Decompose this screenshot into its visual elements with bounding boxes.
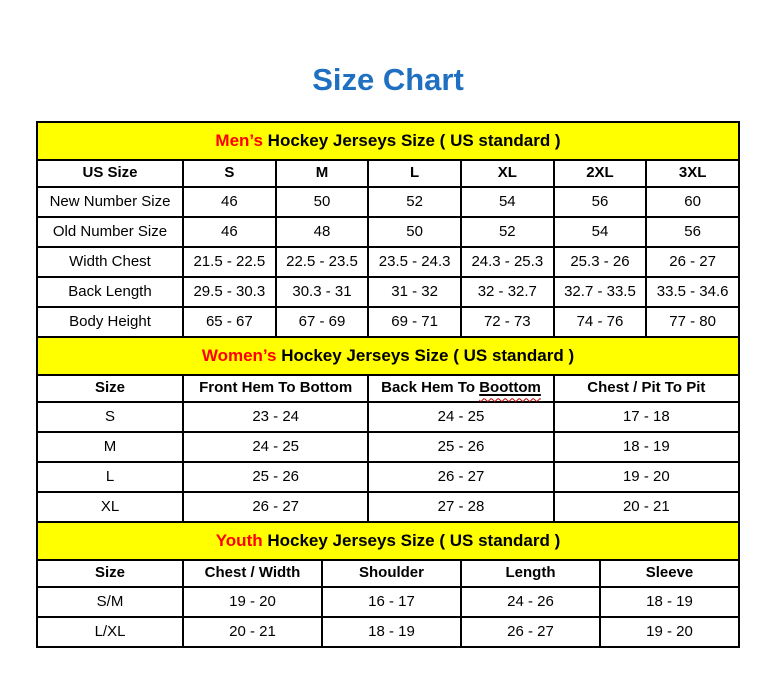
size-cell: 26 - 27	[368, 462, 553, 492]
size-cell: 46	[183, 217, 276, 247]
table-row	[37, 492, 739, 522]
size-cell: 18 - 19	[600, 587, 739, 617]
row-header: M	[37, 432, 183, 462]
row-header: Back Length	[37, 277, 183, 307]
womens-caption-row	[37, 337, 739, 375]
size-cell: 22.5 - 23.5	[276, 247, 369, 277]
spellcheck-squiggle	[479, 379, 541, 396]
size-cell: 24.3 - 25.3	[461, 247, 554, 277]
table-row	[37, 307, 739, 337]
size-cell: 18 - 19	[322, 617, 461, 647]
size-cell: 18 - 19	[554, 432, 739, 462]
column-header: 2XL	[554, 160, 647, 187]
size-cell: 26 - 27	[183, 492, 368, 522]
column-header: Shoulder	[322, 560, 461, 587]
womens-caption-highlight: Women’s	[201, 345, 277, 365]
womens-header-row	[37, 375, 739, 402]
size-cell: 30.3 - 31	[276, 277, 369, 307]
size-cell: 17 - 18	[554, 402, 739, 432]
size-cell: 46	[183, 187, 276, 217]
size-cell: 32.7 - 33.5	[554, 277, 647, 307]
size-cell: 23.5 - 24.3	[368, 247, 461, 277]
back-hem-label: Back Hem To	[381, 379, 480, 397]
mens-header-row	[37, 160, 739, 187]
size-cell: 74 - 76	[554, 307, 647, 337]
column-header: Chest / Pit To Pit	[554, 375, 739, 402]
column-header: Size	[37, 560, 183, 587]
column-header: L	[368, 160, 461, 187]
size-cell: 20 - 21	[554, 492, 739, 522]
row-header: S	[37, 402, 183, 432]
table-row	[37, 587, 739, 617]
youth-size-table	[36, 521, 740, 648]
column-header: US Size	[37, 160, 183, 187]
column-header: Chest / Width	[183, 560, 322, 587]
mens-size-table	[36, 121, 740, 338]
column-header: 3XL	[646, 160, 739, 187]
column-header: Length	[461, 560, 600, 587]
row-header: Width Chest	[37, 247, 183, 277]
row-header: Body Height	[37, 307, 183, 337]
mens-caption-text: Hockey Jerseys Size ( US standard )	[262, 130, 561, 150]
youth-table-caption	[37, 522, 739, 560]
size-cell: 56	[554, 187, 647, 217]
size-cell: 26 - 27	[646, 247, 739, 277]
size-cell: 24 - 25	[183, 432, 368, 462]
table-row	[37, 217, 739, 247]
womens-table-caption	[37, 337, 739, 375]
table-row	[37, 432, 739, 462]
column-header: M	[276, 160, 369, 187]
size-cell: 29.5 - 30.3	[183, 277, 276, 307]
table-row	[37, 277, 739, 307]
size-cell: 32 - 32.7	[461, 277, 554, 307]
size-cell: 33.5 - 34.6	[646, 277, 739, 307]
column-header: XL	[461, 160, 554, 187]
size-cell: 31 - 32	[368, 277, 461, 307]
womens-caption-text: Hockey Jerseys Size ( US standard )	[276, 345, 575, 365]
column-header: S	[183, 160, 276, 187]
size-cell: 50	[368, 217, 461, 247]
column-header: Front Hem To Bottom	[183, 375, 368, 402]
youth-header-row	[37, 560, 739, 587]
table-row	[37, 187, 739, 217]
table-row	[37, 462, 739, 492]
row-header: L/XL	[37, 617, 183, 647]
size-cell: 25 - 26	[183, 462, 368, 492]
size-cell: 24 - 26	[461, 587, 600, 617]
column-header: Size	[37, 375, 183, 402]
size-cell: 48	[276, 217, 369, 247]
back-hem-typo-word: Boottom	[479, 379, 541, 397]
size-cell: 25.3 - 26	[554, 247, 647, 277]
size-cell: 50	[276, 187, 369, 217]
table-row	[37, 402, 739, 432]
size-cell: 65 - 67	[183, 307, 276, 337]
row-header: L	[37, 462, 183, 492]
mens-caption-highlight: Men’s	[215, 130, 263, 150]
size-cell: 52	[368, 187, 461, 217]
mens-caption-row	[37, 122, 739, 160]
size-cell: 27 - 28	[368, 492, 553, 522]
table-row	[37, 247, 739, 277]
size-cell: 16 - 17	[322, 587, 461, 617]
page-title: Size Chart	[312, 62, 464, 97]
size-cell: 67 - 69	[276, 307, 369, 337]
size-cell: 69 - 71	[368, 307, 461, 337]
row-header: XL	[37, 492, 183, 522]
size-cell: 52	[461, 217, 554, 247]
size-cell: 24 - 25	[368, 402, 553, 432]
column-header	[368, 375, 553, 402]
row-header: New Number Size	[37, 187, 183, 217]
size-cell: 23 - 24	[183, 402, 368, 432]
size-cell: 56	[646, 217, 739, 247]
mens-table-caption	[37, 122, 739, 160]
size-chart-tables	[36, 121, 740, 648]
column-header: Sleeve	[600, 560, 739, 587]
size-cell: 21.5 - 22.5	[183, 247, 276, 277]
row-header: S/M	[37, 587, 183, 617]
youth-caption-text: Hockey Jerseys Size ( US standard )	[262, 530, 561, 550]
row-header: Old Number Size	[37, 217, 183, 247]
size-cell: 19 - 20	[183, 587, 322, 617]
size-cell: 72 - 73	[461, 307, 554, 337]
size-cell: 26 - 27	[461, 617, 600, 647]
size-cell: 54	[461, 187, 554, 217]
womens-size-table	[36, 336, 740, 523]
size-cell: 60	[646, 187, 739, 217]
size-cell: 20 - 21	[183, 617, 322, 647]
table-row	[37, 617, 739, 647]
size-cell: 54	[554, 217, 647, 247]
size-cell: 77 - 80	[646, 307, 739, 337]
youth-caption-highlight: Youth	[215, 530, 263, 550]
size-cell: 19 - 20	[554, 462, 739, 492]
size-cell: 19 - 20	[600, 617, 739, 647]
size-cell: 25 - 26	[368, 432, 553, 462]
youth-caption-row	[37, 522, 739, 560]
